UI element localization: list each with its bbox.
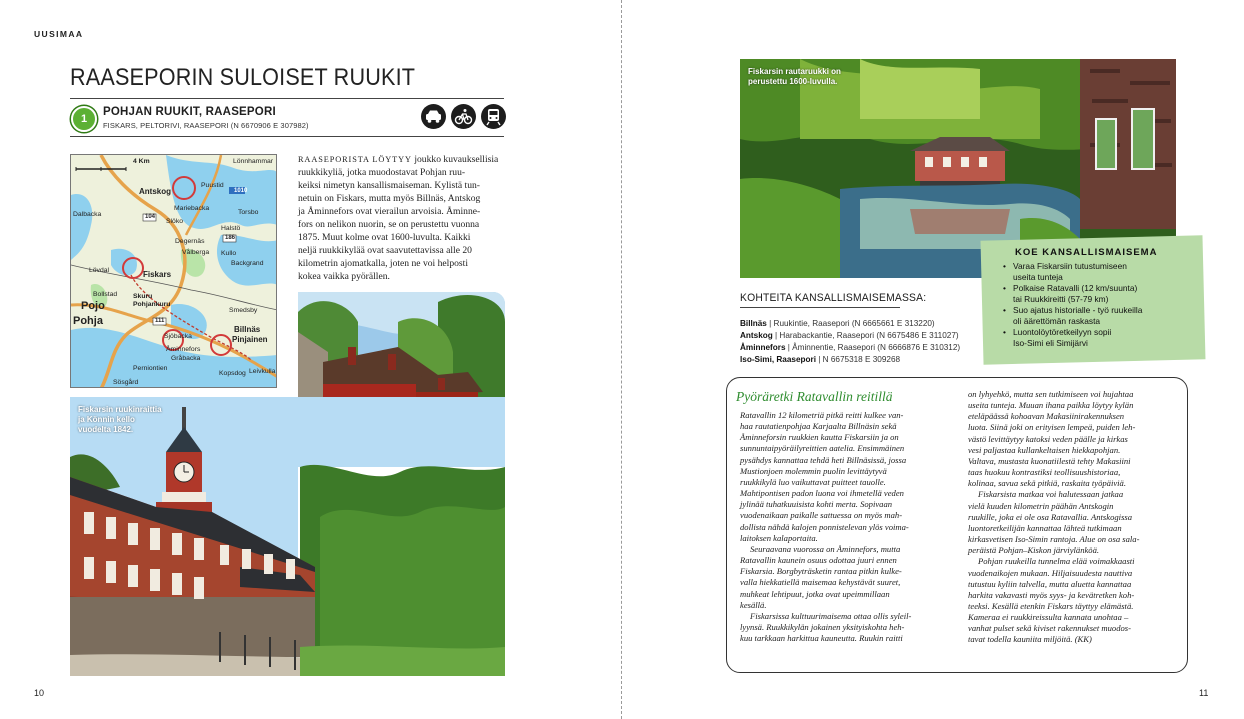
article-line: dollista nähdä kalojen ponnistelevan ylös voima- [740,521,909,532]
article-line: kolinaa, savua sekä pitkiä, raskaita työpäiviä. [968,478,1127,489]
car-icon [421,104,446,129]
title-rule-bottom [70,136,504,137]
intro-line: neljä ruukkikylää ovat saavutettavissa alle 20 [298,245,472,256]
article-line: Kameraa ei ruukkireissulta kannata unohtaa – [968,612,1129,623]
article-line: kuu tarkkaan harkittua kauneutta. Ruukin raitti [740,633,903,644]
koe-line: • Polkaise Ratavalli (12 km/suunta) [1013,283,1138,293]
article-line: sunnuntaipyöräilyreittien aatelia. Ensimmäinen [740,443,905,454]
site-name: POHJAN RUUKIT, RAASEPORI [103,106,276,118]
article-line: Mustionjoen molemmin puolin levittäytyvä [740,465,887,476]
map-label: Lövdal [89,267,110,274]
koe-line: oli äärettömän raskasta [1013,316,1101,326]
article-line: vanhat pulset sekä kiviset rakennukset muodos- [968,623,1132,634]
koe-line: Iso-Simi eli Simijärvi [1013,338,1088,348]
photo-caption [78,405,162,435]
kohteita-rule [740,307,900,308]
kohde-detail: | Ruukintie, Raasepori (N 6665661 E 313220) [766,319,935,328]
intro-paragraph [298,153,506,283]
article-column-1 [740,410,960,644]
article-line: valla hiekkatiellä maisemaa kehystävät suuret, [740,577,901,588]
article-column-2 [968,389,1180,646]
article-line: taas huokuu kontrastiksi teollisuushistoriaa, [968,467,1121,478]
map-label: Perniontien [133,365,168,372]
koe-item [1003,283,1195,305]
article-paragraph [740,410,960,544]
map-label: Halstö [221,225,241,232]
area-map [70,154,277,388]
koe-line: useita tunteja [1013,272,1063,282]
site-location: FISKARS, PELTORIVI, RAASEPORI (N 6670906 E 307982) [103,121,309,130]
article-line: tutustuu kyliin talvella, mutta aluetta kannattaa [968,578,1132,589]
map-label: Antskog [139,187,171,196]
intro-line: keiksi nimetyn kansallismaiseman. Kylistä tun- [298,180,480,191]
map-label: Sjöbacka [164,333,192,340]
kohde-row [740,330,990,342]
map-label: Backgrand [231,260,264,267]
koe-item [1003,327,1195,349]
map-label: Leivkulla [249,368,276,375]
article-line: vuodenaikojen mukaan. Hiljaisuudesta nauttiva [968,567,1133,578]
article-line: Seuraavana vuorossa on Åminnefors, mutta [750,543,901,554]
map-label: Slöko [166,218,184,225]
map-label: Lönnhammar [233,158,274,165]
article-paragraph [740,544,960,611]
map-label: Pohja [73,315,103,327]
kohde-name: Antskog [740,331,773,340]
caption-line: perustettu 1600-luvulla. [748,77,838,86]
site-number-badge: 1 [71,106,97,132]
caption-line: vuodelta 1842. [78,425,134,434]
intro-line: netuin on Fiskars, mutta myös Billnäs, Antskog [298,193,481,204]
map-label: Skuru [133,293,153,300]
kohteita-list [740,318,990,366]
article-paragraph [968,556,1180,645]
caption-line: ja Könnin kello [78,415,135,424]
section-label: UUSIMAA [34,29,84,39]
koe-item [1003,261,1195,283]
article-line: Pohjan ruukeilla tunnelma elää voimakkaasti [978,556,1135,567]
road-number: 104 [145,214,156,220]
train-icon [481,104,506,129]
map-label: Bollstad [93,291,118,298]
article-line: teeksi. Kesällä etenkin Fiskars täyttyy elämästä. [968,600,1134,611]
map-label: Pohjankuru [133,301,171,308]
page-title: RAASEPORIN SULOISET RUUKIT [70,64,416,91]
article-line: västö levittäytyy katoksi veden päälle ja kirkas [968,433,1128,444]
article-line: Ratavallin 12 kilometriä pitkä reitti kulkee van- [740,410,904,420]
article-line: vesi paljastaa kullankeltaisen hiekkapohjan. [968,444,1121,455]
kohde-detail: | Harabackantie, Raasepori (N 6675486 E 311027) [772,331,959,340]
article-line: Mahtipontisen padon luona voi ihmetellä veden [740,488,904,499]
kohde-detail: | Åminnentie, Raasepori (N 6666876 E 310312) [785,343,961,352]
map-scale: 4 Km [133,158,150,165]
article-line: Fiskarsia. Borgbyträsketin rantaa pitkin kulke- [740,566,902,577]
kohde-row [740,318,990,330]
map-label: Sösgård [113,379,139,386]
kohteita-title: KOHTEITA KANSALLISMAISEMASSA: [740,292,927,304]
intro-lead: RAASEPORISTA LÖYTYY [298,155,412,164]
article-line: ruukille, joka ei ole osa Ratavallia. Antskogissa [968,511,1133,522]
kohde-name: Billnäs [740,319,767,328]
page-number-right: 11 [1199,688,1209,698]
article-line: Ratavallin kaunein osuus odottaa juuri ennen [740,555,897,566]
article-line: laitoksen kalaportaita. [740,532,818,543]
map-label: Vålberga [182,249,210,256]
article-line: jylinää tuhatkuuisista kohti merta. Sopivaan [740,499,893,510]
road-number: 1010 [234,188,248,194]
photo-caption [748,67,841,87]
map-label: Degernäs [175,238,205,245]
map-label: Torsbo [238,209,259,216]
article-line: Valtava, mustasta kuonatiilestä tehty Makasiini [968,455,1131,466]
map-label: Puustid [201,182,224,189]
article-line: eteläpäässä kohoavan Makasiinirakennuksen [968,411,1125,422]
article-line: ruukkikylä luo vaikuttavat puitteet tauolle. [740,476,886,487]
map-label: Smedsby [229,307,258,314]
photo-fiskars-clock-tower [70,397,505,676]
article-line: harkita vakavasti myös syys- ja kevätretken koh- [968,589,1135,600]
map-label: Billnäs [234,325,261,334]
map-label: Fiskars [143,270,172,279]
article-paragraph [740,611,960,644]
map-label: Kopsdog [219,370,246,377]
article-line: luota. Siinä joki on erityisen lempeä, puiden leh- [968,422,1136,433]
kohde-row [740,342,990,354]
page-number-left: 10 [34,688,45,698]
intro-line: fors on nelikon nuorin, se on perustettu vuonna [298,219,480,230]
map-label: Dalbacka [73,211,102,218]
caption-line: Fiskarsin rautaruukki on [748,67,841,76]
kohde-name: Iso-Simi, Raasepori [740,355,816,364]
article-line: kesällä. [740,599,767,610]
article-line: Fiskarsista matkaa voi halutessaan jatkaa [978,489,1124,500]
article-paragraph [968,489,1180,556]
koe-title: KOE KANSALLISMAISEMA [1015,247,1158,258]
road-number: 186 [225,235,236,241]
intro-line: kilometrin ajomatkalla, joten ne voi helposti [298,258,468,269]
kohde-name: Åminnefors [740,343,786,352]
intro-line: kokea vaikka pyörällen. [298,271,390,282]
map-label: Gråbacka [171,355,201,362]
map-label: Åminnefors [166,346,201,353]
article-line: muhkeat lehtipuut, jotka ovat upeimmillaan [740,588,890,599]
article-line: on lyhyehkö, mutta sen tutkimiseen voi hujahtaa [968,389,1134,399]
koe-item [1003,305,1195,327]
intro-line: ruukkikyliä, jotka muodostavat Pohjan ruu- [298,167,466,178]
koe-line: • Varaa Fiskarsiin tutustumiseen [1013,261,1127,271]
article-line: Fiskarsissa kulttuurimaisema ottaa ollis syleil- [750,610,912,621]
map-label: Pinjainen [232,335,268,344]
article-line: haa rautatienpohjaa Karjaalta Billnäsin sekä [740,421,897,432]
title-rule-top [70,98,504,99]
page-spine [621,0,622,719]
map-label: Pojo [81,300,105,312]
article-line: luontoretkeilijän kannattaa lähteä tutkimaan [968,522,1122,533]
map-label: Mariebacka [174,205,210,212]
article-line: tavat todella kauniita miljöitä. (KK) [968,634,1092,645]
article-line: lyynsä. Ruukkikylän jokainen yksityiskohta heh- [740,621,905,632]
caption-line: Fiskarsin ruukinraittia [78,405,162,414]
koe-line: • Suo ajatus historialle - työ ruukeilla [1013,305,1143,315]
koe-line: • Luontolöytöretkeilyyn sopii [1013,327,1112,337]
article-line: vielä kuuden kilometrin päähän Antskogin [968,500,1114,511]
cycling-icon [451,104,476,129]
article-line: vuodenaikaan paikalle sattuessa on myös mah- [740,510,903,521]
kohde-detail: | N 6675318 E 309268 [816,355,901,364]
article-line: useita tunteja. Muuan ihana paikka löytyy kylän [968,400,1134,411]
article-title: Pyöräretki Ratavallin reitillä [736,389,893,404]
intro-line: ja Åminnefors ovat vierailun arvoisia. Åminne- [298,206,481,217]
koe-list [1003,261,1195,349]
koe-line: tai Ruukkireitti (57-79 km) [1013,294,1109,304]
article-line: peräistä Pohjan–Kiskon järviylänköä. [968,545,1100,556]
article-line: kirkasvetisen Iso-Simin rantoja. Alue on osa sala- [968,534,1140,545]
road-number: 111 [155,318,165,324]
intro-line: 1875. Muut kolme ovat 1600-luvulta. Kaikki [298,232,471,243]
article-paragraph [968,389,1180,489]
article-line: Åminneforsin ruukkien kautta Fiskarsiin ja on [740,432,899,443]
intro-line: joukko kuvauksellisia [414,154,499,165]
article-line: pysähdys kannattaa tehdä heti Billnäsissä, jossa [740,454,907,465]
kohde-row [740,354,990,366]
map-label: Kullo [221,250,237,257]
